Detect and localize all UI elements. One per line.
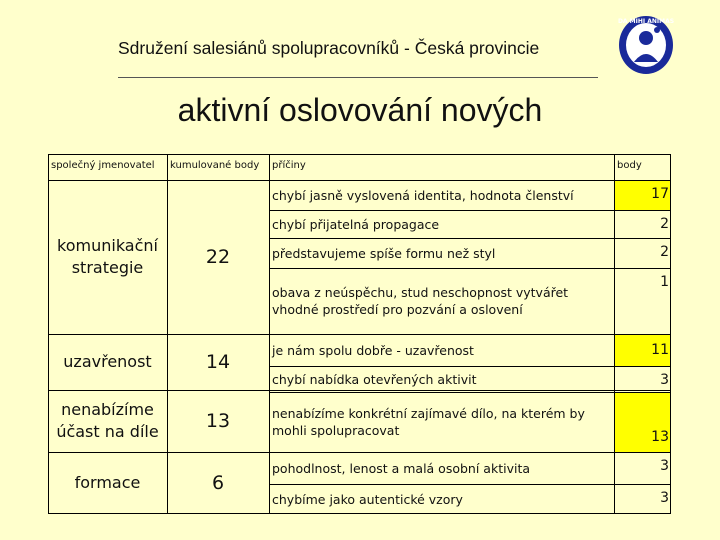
cause-row: chybí jasně vyslovená identita, hodnota členství (272, 187, 574, 203)
table-border-bottom (48, 513, 671, 514)
cumulative-score: 22 (205, 246, 231, 268)
cause-row: chybí přijatelná propagace (272, 216, 440, 232)
row-divider (269, 392, 671, 393)
category-nenabizime-ucast: nenabízíme účast na díle (56, 400, 159, 441)
cumulative-score: 6 (211, 472, 225, 494)
cause-points: 17 (614, 180, 671, 210)
cumulative-score: 14 (205, 351, 231, 373)
cause-points: 3 (660, 490, 669, 506)
organization-title: Sdružení salesiánů spolupracovníků - Česká provincie (118, 38, 540, 58)
category-uzavrenost: uzavřenost (63, 352, 152, 371)
salesian-cooperators-logo (617, 14, 675, 76)
causes-table (48, 154, 671, 514)
group-divider (48, 390, 671, 391)
slide-title: aktivní oslovování nových (177, 92, 543, 128)
cause-row: obava z neúspěchu, stud neschopnost vytvářet vhodné prostředí pro pozvání a oslovení (272, 285, 569, 317)
cause-points: 2 (660, 216, 669, 232)
row-divider (269, 210, 671, 211)
header-cumulative: kumulované body (170, 160, 260, 171)
header-causes: příčiny (272, 160, 306, 171)
cause-row: chybíme jako autentické vzory (272, 491, 463, 507)
cause-points: 2 (660, 244, 669, 260)
cause-row: představujeme spíše formu než styl (272, 245, 496, 261)
logo-text: DA MIHI ANIMAS (617, 18, 675, 25)
row-divider (269, 268, 671, 269)
group-divider (48, 334, 671, 335)
group-divider (48, 452, 671, 453)
cause-row: chybí nabídka otevřených aktivit (272, 371, 477, 387)
row-divider (269, 366, 671, 367)
table-border-top (48, 154, 671, 155)
header-divider-row (48, 180, 671, 181)
cause-points: 13 (614, 392, 671, 452)
cause-points: 3 (660, 458, 669, 474)
header-points: body (617, 160, 642, 171)
row-divider (269, 238, 671, 239)
cause-row: nenabízíme konkrétní zajímavé dílo, na kterém by mohli spolupracovat (272, 406, 585, 438)
cause-row: je nám spolu dobře - uzavřenost (272, 342, 474, 358)
category-formace: formace (74, 473, 141, 492)
cause-points: 3 (660, 372, 669, 388)
row-divider (269, 484, 671, 485)
category-komunikacni-strategie: komunikační strategie (57, 236, 158, 277)
header-divider (118, 77, 598, 78)
cause-points: 1 (660, 274, 669, 290)
cause-points: 11 (614, 334, 671, 366)
cause-row: pohodlnost, lenost a malá osobní aktivita (272, 460, 531, 476)
cumulative-score: 13 (205, 410, 231, 432)
header-denominator: společný jmenovatel (51, 160, 155, 171)
